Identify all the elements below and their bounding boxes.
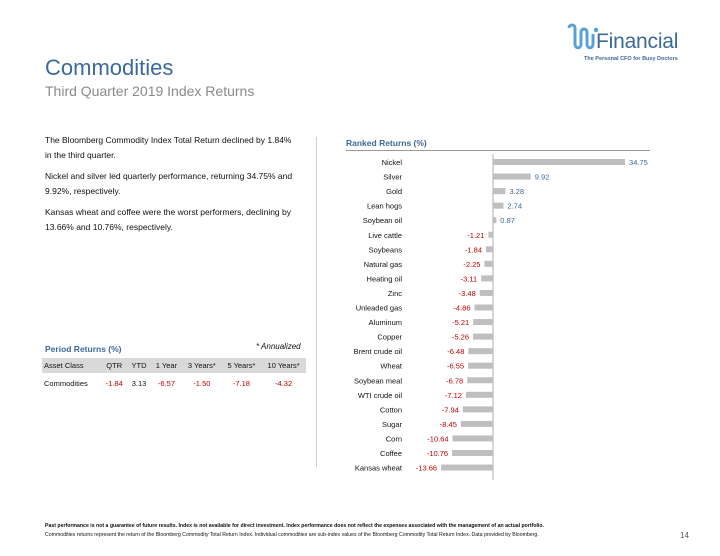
bar xyxy=(484,261,493,267)
cell-ytd: 3.13 xyxy=(131,379,147,388)
summary-text xyxy=(45,133,300,241)
data-label: -3.11 xyxy=(460,274,478,284)
category-label: Kansas wheat xyxy=(354,463,402,473)
data-label: -3.48 xyxy=(458,288,476,298)
bar xyxy=(466,392,493,398)
column-divider xyxy=(316,137,317,467)
category-label: Soybean meal xyxy=(354,376,402,386)
bar xyxy=(493,217,496,223)
table-header-row xyxy=(42,358,306,373)
category-label: Heating oil xyxy=(366,274,402,284)
summary-paragraph: Nickel and silver led quarterly performance, returning 34.75% and 9.92%, respectively. xyxy=(45,171,293,196)
col-header: 10 Years* xyxy=(261,358,306,373)
data-label: -1.21 xyxy=(467,230,485,240)
data-label: -6.55 xyxy=(447,361,465,371)
category-label: Cotton xyxy=(379,405,402,415)
data-label: -10.64 xyxy=(427,434,449,444)
annualized-note: * Annualized xyxy=(256,342,301,351)
data-label: -8.45 xyxy=(439,419,457,429)
data-label: -6.78 xyxy=(446,376,464,386)
col-header: QTR xyxy=(101,358,127,373)
category-label: Natural gas xyxy=(363,259,402,269)
col-header: 3 Years* xyxy=(182,358,222,373)
bar xyxy=(488,232,493,238)
category-label: Corn xyxy=(385,434,402,444)
ranked-returns-chart xyxy=(330,150,670,480)
company-logo xyxy=(566,22,692,70)
category-label: Silver xyxy=(383,172,402,182)
cell-qtr: -1.84 xyxy=(105,379,123,388)
data-label: -2.25 xyxy=(463,259,481,269)
bar xyxy=(473,319,493,325)
bar xyxy=(468,348,493,354)
col-header: Asset Class xyxy=(42,358,101,373)
bar xyxy=(467,377,493,383)
category-label: Soybeans xyxy=(368,245,402,255)
col-header: YTD xyxy=(127,358,151,373)
cell-10y: -4.32 xyxy=(275,379,293,388)
bar xyxy=(473,334,493,340)
page-subtitle: Third Quarter 2019 Index Returns xyxy=(45,83,255,99)
data-label: -1.84 xyxy=(464,245,483,255)
category-label: Brent crude oil xyxy=(353,347,402,357)
data-label: -4.86 xyxy=(453,303,471,313)
cell-asset: Commodities xyxy=(44,379,88,388)
summary-paragraph: The Bloomberg Commodity Index Total Return declined by 1.84% in the third quarter. xyxy=(45,135,292,160)
data-label: -5.26 xyxy=(451,332,470,342)
data-label: -6.48 xyxy=(447,347,465,357)
category-label: Gold xyxy=(386,187,402,197)
bar xyxy=(461,421,493,427)
data-label: 0.87 xyxy=(500,216,515,226)
period-returns-table xyxy=(42,358,306,394)
data-label: -7.94 xyxy=(441,405,459,415)
page-title: Commodities xyxy=(45,55,174,80)
category-label: Sugar xyxy=(381,419,402,429)
summary-paragraph: Kansas wheat and coffee were the worst performers, declining by 13.66% and 10.76%, respectively. xyxy=(45,207,292,232)
bar xyxy=(480,290,493,296)
bar xyxy=(493,159,625,165)
bar xyxy=(481,275,493,281)
bar xyxy=(468,363,493,369)
category-label: Coffee xyxy=(380,449,402,458)
bar xyxy=(452,450,493,456)
category-label: Aluminum xyxy=(368,318,402,328)
data-label: -10.76 xyxy=(426,449,449,458)
category-label: Zinc xyxy=(387,288,402,298)
chart-title: Ranked Returns (%) xyxy=(346,138,427,148)
bar xyxy=(486,246,493,252)
logo-brand-text: Financial xyxy=(596,30,679,53)
category-label: Unleaded gas xyxy=(355,303,402,313)
data-label: 3.28 xyxy=(509,187,525,197)
col-header: 1 Year xyxy=(151,358,182,373)
data-label: 34.75 xyxy=(629,158,648,167)
data-label: -7.12 xyxy=(444,390,462,400)
data-label: -13.66 xyxy=(415,463,438,473)
data-label: 9.92 xyxy=(534,172,550,182)
data-label: -5.21 xyxy=(452,318,470,328)
category-label: Nickel xyxy=(381,158,402,167)
table-row xyxy=(42,373,306,394)
cell-3y: -1.50 xyxy=(193,379,211,388)
footer-line-1: Past performance is not a guarantee of future results. Index is not available for direct investment. Index performance does not reflect the expenses associated with the management of an actual portfolio. xyxy=(45,523,544,529)
bar xyxy=(493,174,531,180)
footer-disclaimer xyxy=(45,522,685,540)
category-label: Live cattle xyxy=(368,230,402,240)
logo-mark-icon xyxy=(566,22,600,56)
bar xyxy=(493,203,503,209)
data-label: 2.74 xyxy=(507,201,523,211)
col-header: 5 Years* xyxy=(222,358,262,373)
category-label: Soybean oil xyxy=(362,216,402,226)
bar xyxy=(463,406,493,412)
cell-1y: -6.57 xyxy=(157,379,175,388)
category-label: Copper xyxy=(377,332,402,342)
footer-line-2: Commodities returns represent the return of the Bloomberg Commodity Total Return Index. Individual commodities are sub-index values of the Bloomberg Commodity Total Return Index. Data provided by Bloomberg. xyxy=(45,532,539,538)
bar xyxy=(493,188,505,194)
category-label: Lean hogs xyxy=(366,201,402,211)
bar xyxy=(475,305,493,311)
bar xyxy=(453,435,493,441)
category-label: Wheat xyxy=(380,361,402,371)
category-label: WTI crude oil xyxy=(357,390,402,400)
bar xyxy=(441,465,493,471)
page-number: 14 xyxy=(680,531,689,540)
cell-5y: -7.18 xyxy=(232,379,250,388)
period-returns-title: Period Returns (%) xyxy=(45,344,122,354)
logo-tagline: The Personal CFO for Busy Doctors xyxy=(584,56,678,62)
